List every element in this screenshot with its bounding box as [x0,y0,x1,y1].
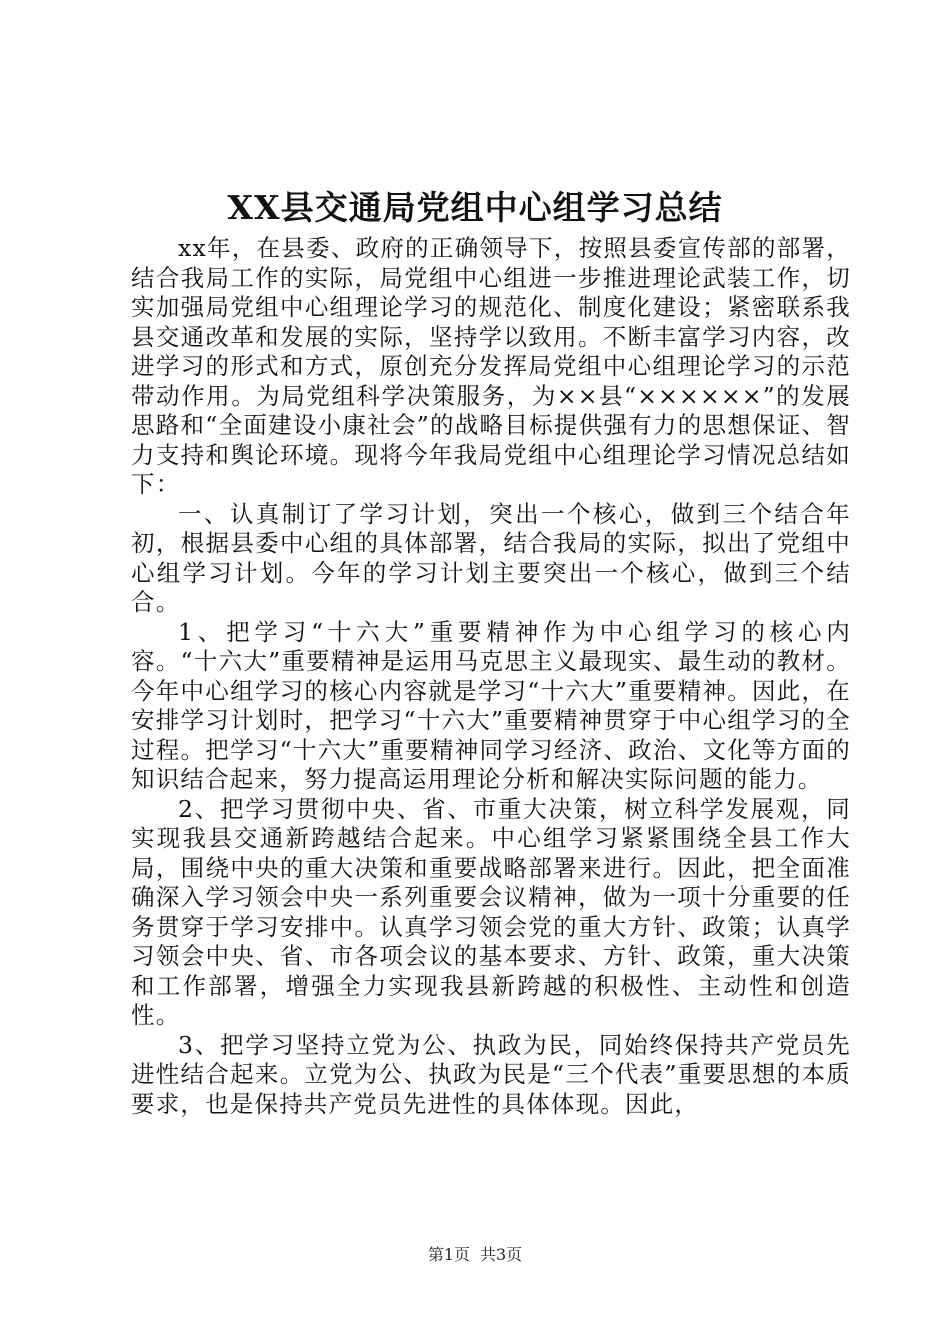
paragraph-item-3: 3、把学习坚持立党为公、执政为民，同始终保持共产党员先进性结合起来。立党为公、执政为民是“三个代表”重要思想的本质要求，也是保持共产党员先进性的具体体现。因此， [131,1030,851,1118]
paragraph-section-1: 一、认真制订了学习计划，突出一个核心，做到三个结合年初，根据县委中心组的具体部署，结合我局的实际，拟出了党组中心组学习计划。今年的学习计划主要突出一个核心，做到三个结合。 [131,499,851,616]
paragraph-item-1: 1、把学习“十六大”重要精神作为中心组学习的核心内容。“十六大”重要精神是运用马克思主义最现实、最生动的教材。今年中心组学习的核心内容就是学习“十六大”重要精神。因此，在安排学习计划时，把学习“十六大”重要精神贯穿于中心组学习的全过程。把学习“十六大”重要精神同学习经济、政治、文化等方面的知识结合起来，努力提高运用理论分析和解决实际问题的能力。 [131,617,851,793]
page-footer [0,1244,950,1266]
page-total: 共3页 [480,1245,523,1264]
page-number: 第1页 [427,1245,470,1264]
paragraph-intro: xx年，在县委、政府的正确领导下，按照县委宣传部的部署，结合我局工作的实际，局党组中心组进一步推进理论武装工作，切实加强局党组中心组理论学习的规范化、制度化建设；紧密联系我县交通改革和发展的实际，坚持学以致用。不断丰富学习内容，改进学习的形式和方式，原创充分发挥局党组中心组理论学习的示范带动作用。为局党组科学决策服务，为××县“××××××”的发展思路和“全面建设小康社会”的战略目标提供强有力的思想保证、智力支持和舆论环境。现将今年我局党组中心组理论学习情况总结如下： [131,234,851,498]
document-title: XX县交通局党组中心组学习总结 [227,188,723,227]
document-body [131,234,851,1119]
paragraph-item-2: 2、把学习贯彻中央、省、市重大决策，树立科学发展观，同实现我县交通新跨越结合起来。中心组学习紧紧围绕全县工作大局，围绕中央的重大决策和重要战略部署来进行。因此，把全面准确深入学习领会中央一系列重要会议精神，做为一项十分重要的任务贯穿于学习安排中。认真学习领会党的重大方针、政策；认真学习领会中央、省、市各项会议的基本要求、方针、政策，重大决策和工作部署，增强全力实现我县新跨越的积极性、主动性和创造性。 [131,794,851,1029]
